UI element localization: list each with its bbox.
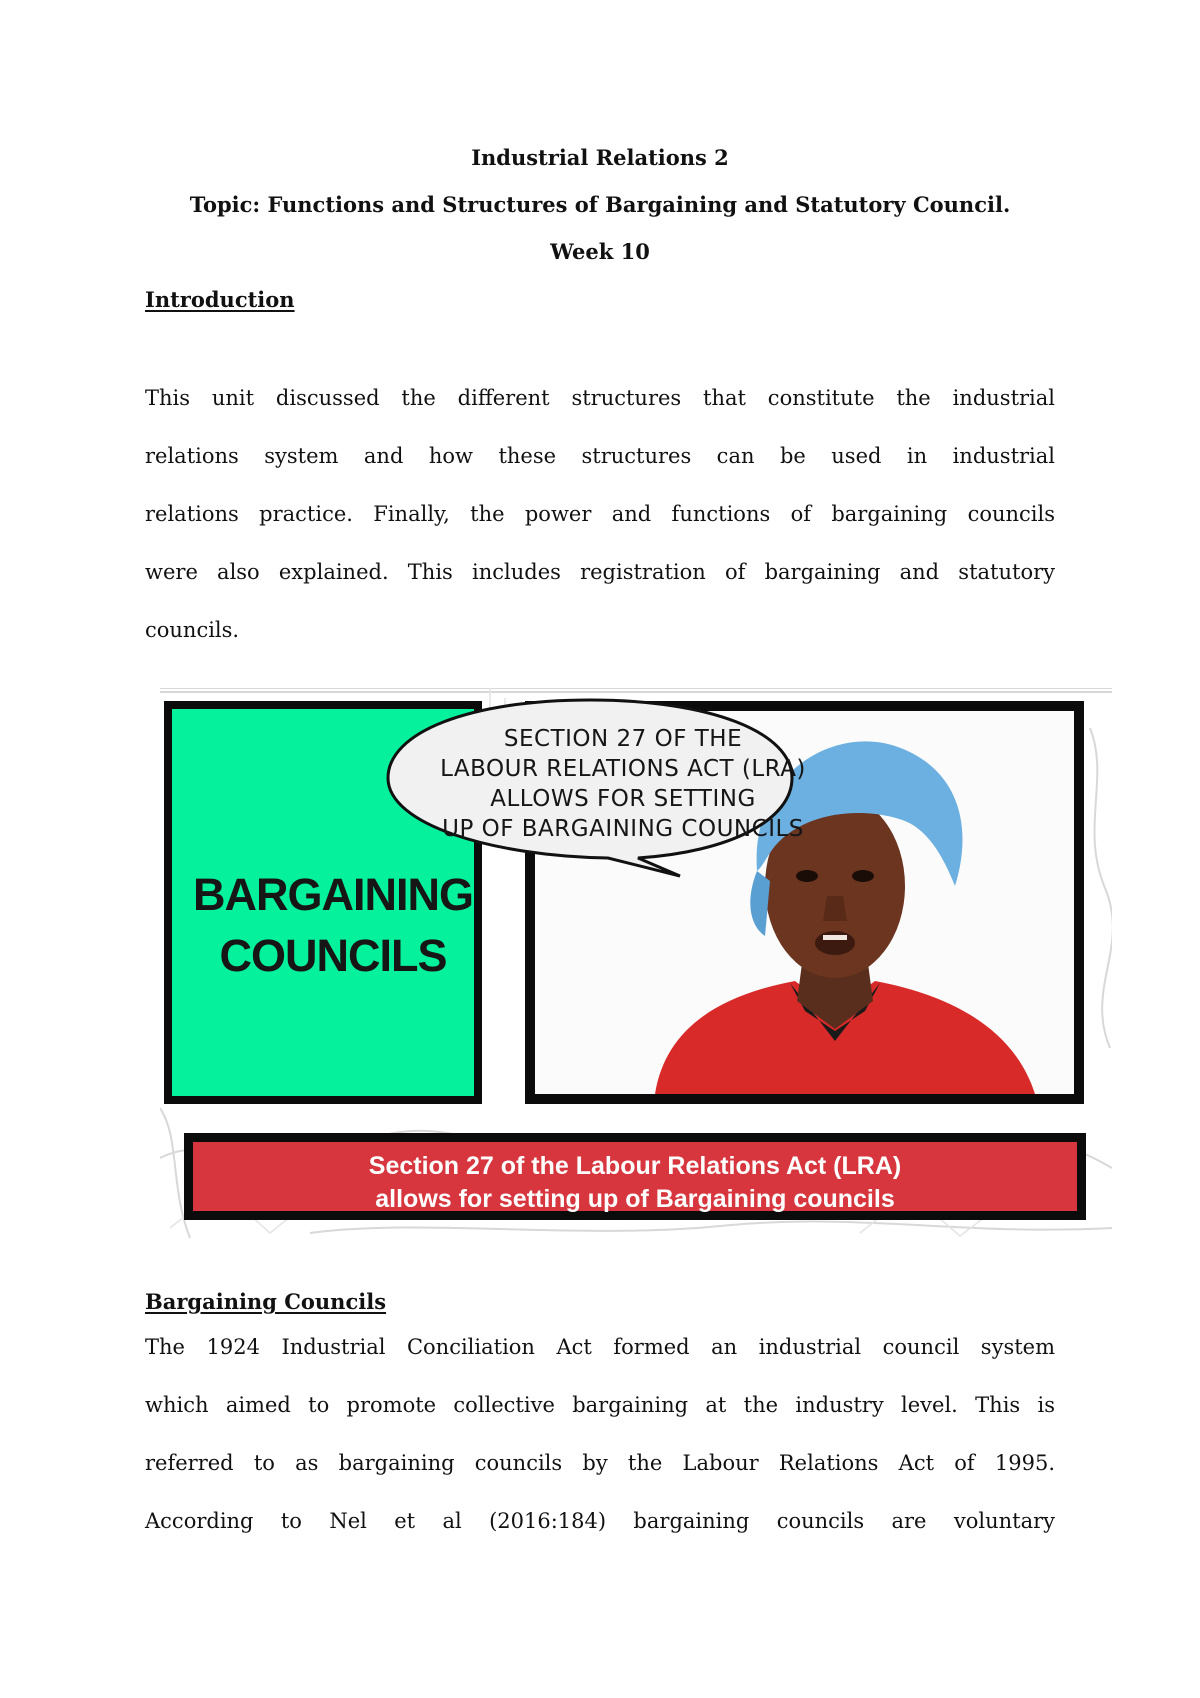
paragraph-line: councils. <box>145 618 240 642</box>
speech-bubble-line: ALLOWS FOR SETTING <box>490 786 756 812</box>
paragraph-line: referred to as bargaining councils by the Labour Relations Act of 1995. <box>145 1451 1055 1475</box>
bargaining-councils-illustration <box>160 688 1112 1243</box>
speech-bubble-line: UP OF BARGAINING COUNCILS <box>442 816 804 842</box>
speech-bubble-line: SECTION 27 OF THE <box>503 726 743 752</box>
paragraph-line: were also explained. This includes registration of bargaining and statutory <box>145 560 1055 584</box>
bargaining-councils-heading: Bargaining Councils <box>145 1289 387 1314</box>
paragraph-line: The 1924 Industrial Conciliation Act formed an industrial council system <box>145 1335 1055 1359</box>
green-panel-title <box>172 864 494 986</box>
caption-banner <box>184 1133 1086 1220</box>
green-panel-title-line: COUNCILS <box>219 930 447 981</box>
document-title: Industrial Relations 2 <box>471 145 729 170</box>
introduction-paragraph <box>145 369 1055 659</box>
document-week: Week 10 <box>550 239 650 264</box>
paragraph-line: relations system and how these structures can be used in industrial <box>145 444 1055 468</box>
introduction-heading: Introduction <box>145 287 295 312</box>
green-panel-title-line: BARGAINING <box>193 869 473 920</box>
document-topic: Topic: Functions and Structures of Bargaining and Statutory Council. <box>189 192 1011 217</box>
speech-bubble-line: LABOUR RELATIONS ACT (LRA) <box>440 756 806 782</box>
caption-line: Section 27 of the Labour Relations Act (LRA) <box>368 1152 902 1180</box>
paragraph-line: which aimed to promote collective bargaining at the industry level. This is <box>145 1393 1055 1417</box>
paragraph-line: According to Nel et al (2016:184) bargaining councils are voluntary <box>145 1509 1055 1533</box>
bargaining-councils-paragraph <box>145 1318 1055 1550</box>
caption-line: allows for setting up of Bargaining councils <box>375 1185 895 1213</box>
speech-bubble-text <box>400 724 846 844</box>
caption-text <box>193 1150 1077 1216</box>
paragraph-line: This unit discussed the different structures that constitute the industrial <box>145 386 1055 410</box>
paragraph-line: relations practice. Finally, the power and functions of bargaining councils <box>145 502 1055 526</box>
